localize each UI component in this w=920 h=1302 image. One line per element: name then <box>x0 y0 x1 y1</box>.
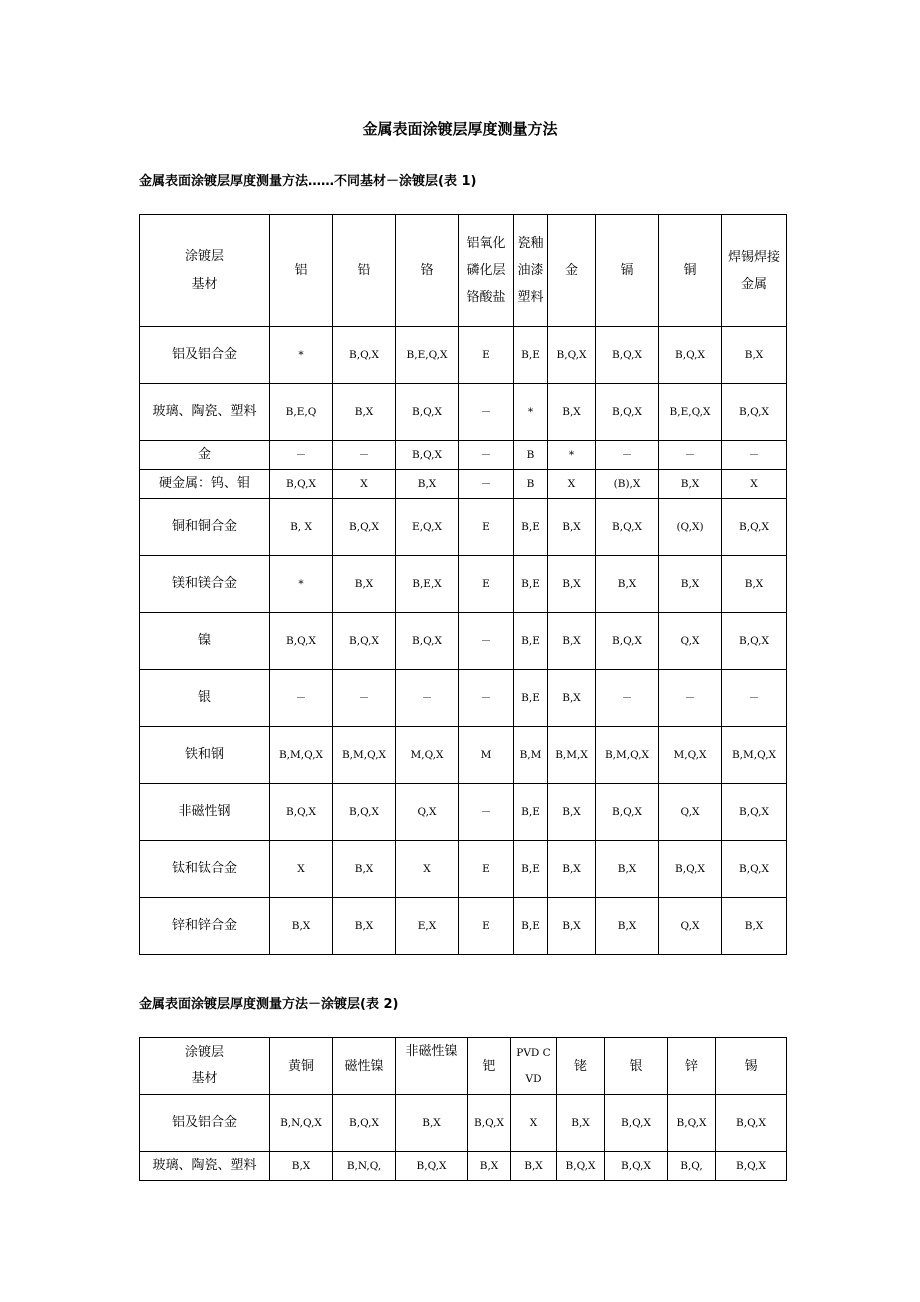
table-cell: － <box>459 670 514 727</box>
table2-header-cell: 磁性镍 <box>333 1038 396 1095</box>
table2-header-row <box>140 1038 787 1095</box>
table-cell: * <box>514 384 548 441</box>
row-label: 金 <box>140 441 270 470</box>
table-row <box>140 1095 787 1152</box>
table-cell: B,Q,X <box>716 1152 787 1181</box>
table1 <box>139 214 787 955</box>
table-cell: B,X <box>548 841 596 898</box>
table1-header-cell: 铬 <box>396 215 459 327</box>
table-cell: B,Q,X <box>333 327 396 384</box>
table-cell: B,X <box>270 1152 333 1181</box>
table-cell: B,Q,X <box>722 841 787 898</box>
row-label: 非磁性钢 <box>140 784 270 841</box>
table1-header-cell: 镉 <box>596 215 659 327</box>
table-cell: B,Q,X <box>722 613 787 670</box>
table-cell: E <box>459 327 514 384</box>
table-cell: M <box>459 727 514 784</box>
table-cell: B,X <box>722 556 787 613</box>
table-cell: (Q,X) <box>659 499 722 556</box>
corner-top-label: 涂镀层 <box>184 1045 224 1060</box>
row-label: 镁和镁合金 <box>140 556 270 613</box>
row-label: 锌和锌合金 <box>140 898 270 955</box>
table-cell: Q,X <box>659 784 722 841</box>
table-cell: B,Q,X <box>596 784 659 841</box>
table-cell: － <box>270 441 333 470</box>
table2-corner-cell <box>140 1038 270 1095</box>
table-cell: B,N,Q, <box>333 1152 396 1181</box>
table-row <box>140 499 787 556</box>
table-cell: B,E <box>514 499 548 556</box>
table-cell: B,M,Q,X <box>596 727 659 784</box>
table-cell: － <box>459 384 514 441</box>
table2-header-cell: 锌 <box>668 1038 716 1095</box>
table-cell: B,E,X <box>396 556 459 613</box>
table-cell: － <box>596 441 659 470</box>
table-cell: X <box>396 841 459 898</box>
table-cell: B,X <box>548 499 596 556</box>
table-row <box>140 441 787 470</box>
table-cell: B,X <box>548 613 596 670</box>
corner-top-label: 涂镀层 <box>184 248 224 264</box>
table-cell: B,E,Q,X <box>396 327 459 384</box>
table2-header-cell: 黄铜 <box>270 1038 333 1095</box>
row-label: 玻璃、陶瓷、塑料 <box>140 384 270 441</box>
table-cell: M,Q,X <box>396 727 459 784</box>
table-cell: B,Q,X <box>468 1095 511 1152</box>
table-cell: B,Q,X <box>605 1095 668 1152</box>
table-row <box>140 898 787 955</box>
table-cell: B,X <box>511 1152 557 1181</box>
corner-bottom-label: 基材 <box>191 276 218 292</box>
table-cell: － <box>722 441 787 470</box>
table1-caption: 金属表面涂镀层厚度测量方法……不同基材－涂镀层(表 1) <box>139 174 477 189</box>
row-label: 铁和钢 <box>140 727 270 784</box>
table-cell: B,X <box>596 556 659 613</box>
row-label: 玻璃、陶瓷、塑料 <box>140 1152 270 1181</box>
table-row <box>140 556 787 613</box>
table-cell: － <box>659 670 722 727</box>
table-cell: B,M <box>514 727 548 784</box>
table-cell: E <box>459 499 514 556</box>
table-cell: B,X <box>396 470 459 499</box>
table-cell: － <box>459 784 514 841</box>
table1-corner-cell <box>140 215 270 327</box>
table-cell: B,E <box>514 898 548 955</box>
table-cell: * <box>548 441 596 470</box>
row-label: 硬金属：钨、钼 <box>140 470 270 499</box>
table-cell: B,X <box>548 898 596 955</box>
table-cell: B,Q,X <box>333 1095 396 1152</box>
table-cell: B,E,Q <box>270 384 333 441</box>
table1-header-cell: 铝 <box>270 215 333 327</box>
table-cell: B,X <box>659 470 722 499</box>
table-cell: B,Q,X <box>270 784 333 841</box>
table-cell: M,Q,X <box>659 727 722 784</box>
table1-header-row <box>140 215 787 327</box>
table-row <box>140 670 787 727</box>
table-row <box>140 1152 787 1181</box>
table-cell: * <box>270 327 333 384</box>
table-cell: － <box>333 441 396 470</box>
table1-header-cell: 铜 <box>659 215 722 327</box>
table-cell: B,Q,X <box>722 784 787 841</box>
table-cell: B,Q,X <box>396 1152 468 1181</box>
table2-header-cell: 非磁性镍 <box>396 1038 468 1095</box>
table2-header-cell: 铑 <box>557 1038 605 1095</box>
table-cell: X <box>722 470 787 499</box>
table-cell: － <box>596 670 659 727</box>
table-cell: B,X <box>548 384 596 441</box>
table-cell: B,X <box>722 898 787 955</box>
table-cell: E,Q,X <box>396 499 459 556</box>
table1-header-cell: 铝氧化磷化层铬酸盐 <box>459 215 514 327</box>
table-cell: B,Q,X <box>333 613 396 670</box>
table-cell: E <box>459 556 514 613</box>
table-cell: － <box>333 670 396 727</box>
row-label: 钛和钛合金 <box>140 841 270 898</box>
table-cell: X <box>333 470 396 499</box>
row-label: 铝及铝合金 <box>140 327 270 384</box>
table-cell: B,Q,X <box>396 384 459 441</box>
table-cell: B,M,Q,X <box>333 727 396 784</box>
table-cell: － <box>270 670 333 727</box>
table1-header-cell: 焊锡焊接金属 <box>722 215 787 327</box>
table-cell: B,Q,X <box>270 613 333 670</box>
table-cell: B,E <box>514 841 548 898</box>
table2-header-cell: PVD CVD <box>511 1038 557 1095</box>
table-cell: B,Q,X <box>659 841 722 898</box>
page-title: 金属表面涂镀层厚度测量方法 <box>362 120 558 138</box>
table-cell: B,X <box>548 784 596 841</box>
table-cell: B,X <box>333 556 396 613</box>
table1-header-cell: 铅 <box>333 215 396 327</box>
table-row <box>140 613 787 670</box>
table2-header-cell: 银 <box>605 1038 668 1095</box>
table-cell: B,Q,X <box>596 613 659 670</box>
row-label: 镍 <box>140 613 270 670</box>
row-label: 银 <box>140 670 270 727</box>
table-cell: B <box>514 441 548 470</box>
table-row <box>140 727 787 784</box>
table1-header-cell: 瓷釉油漆塑料 <box>514 215 548 327</box>
table-cell: B,X <box>548 670 596 727</box>
table-cell: Q,X <box>396 784 459 841</box>
row-label: 铜和铜合金 <box>140 499 270 556</box>
table-cell: － <box>396 670 459 727</box>
table-cell: B,Q,X <box>596 499 659 556</box>
table-cell: B,Q,X <box>722 384 787 441</box>
table-cell: B,X <box>596 898 659 955</box>
table-cell: B,Q,X <box>333 499 396 556</box>
table-cell: B,Q,X <box>548 327 596 384</box>
table-cell: B, X <box>270 499 333 556</box>
table-cell: B,X <box>557 1095 605 1152</box>
table-cell: B,X <box>468 1152 511 1181</box>
table-cell: B,Q,X <box>716 1095 787 1152</box>
table-cell: B,Q,X <box>396 441 459 470</box>
corner-bottom-label: 基材 <box>191 1071 218 1086</box>
table2-caption: 金属表面涂镀层厚度测量方法－涂镀层(表 2) <box>139 997 399 1012</box>
table-cell: X <box>511 1095 557 1152</box>
table-cell: B,X <box>270 898 333 955</box>
table-cell: B <box>514 470 548 499</box>
table-cell: B,M,Q,X <box>722 727 787 784</box>
table-cell: － <box>659 441 722 470</box>
table-cell: B,X <box>722 327 787 384</box>
table-cell: Q,X <box>659 613 722 670</box>
table-cell: E <box>459 841 514 898</box>
table-cell: B,E,Q,X <box>659 384 722 441</box>
table1-header-cell: 金 <box>548 215 596 327</box>
table-cell: B,X <box>333 841 396 898</box>
table-cell: B,Q,X <box>396 613 459 670</box>
table-cell: B,N,Q,X <box>270 1095 333 1152</box>
table-row <box>140 470 787 499</box>
table-cell: B,Q,X <box>596 327 659 384</box>
table-cell: B,Q,X <box>605 1152 668 1181</box>
table-cell: B,Q,X <box>270 470 333 499</box>
table-row <box>140 841 787 898</box>
table-cell: B,E <box>514 556 548 613</box>
table-cell: B,Q,X <box>722 499 787 556</box>
table-cell: B,E <box>514 613 548 670</box>
table-cell: B,E <box>514 784 548 841</box>
table-cell: X <box>270 841 333 898</box>
table-row <box>140 384 787 441</box>
row-label: 铝及铝合金 <box>140 1095 270 1152</box>
table-cell: － <box>459 613 514 670</box>
table-cell: * <box>270 556 333 613</box>
table-cell: B,Q,X <box>668 1095 716 1152</box>
table-cell: B,X <box>596 841 659 898</box>
table-cell: E,X <box>396 898 459 955</box>
table-cell: B,Q,X <box>659 327 722 384</box>
table-row <box>140 784 787 841</box>
table-cell: B,X <box>333 384 396 441</box>
table-cell: B,M,X <box>548 727 596 784</box>
table-cell: (B),X <box>596 470 659 499</box>
table-cell: Q,X <box>659 898 722 955</box>
table-cell: － <box>459 470 514 499</box>
table-cell: B,X <box>333 898 396 955</box>
table-cell: － <box>459 441 514 470</box>
table-cell: B,X <box>659 556 722 613</box>
table-cell: － <box>722 670 787 727</box>
table-cell: B,E <box>514 327 548 384</box>
table-cell: X <box>548 470 596 499</box>
table-row <box>140 327 787 384</box>
table-cell: B,Q,X <box>333 784 396 841</box>
table-cell: B,E <box>514 670 548 727</box>
table-cell: B,Q, <box>668 1152 716 1181</box>
table-cell: B,Q,X <box>596 384 659 441</box>
table-cell: E <box>459 898 514 955</box>
table2-header-cell: 锡 <box>716 1038 787 1095</box>
table-cell: B,Q,X <box>557 1152 605 1181</box>
table-cell: B,M,Q,X <box>270 727 333 784</box>
table-cell: B,X <box>396 1095 468 1152</box>
table-cell: B,X <box>548 556 596 613</box>
table2 <box>139 1037 787 1181</box>
table2-header-cell: 钯 <box>468 1038 511 1095</box>
